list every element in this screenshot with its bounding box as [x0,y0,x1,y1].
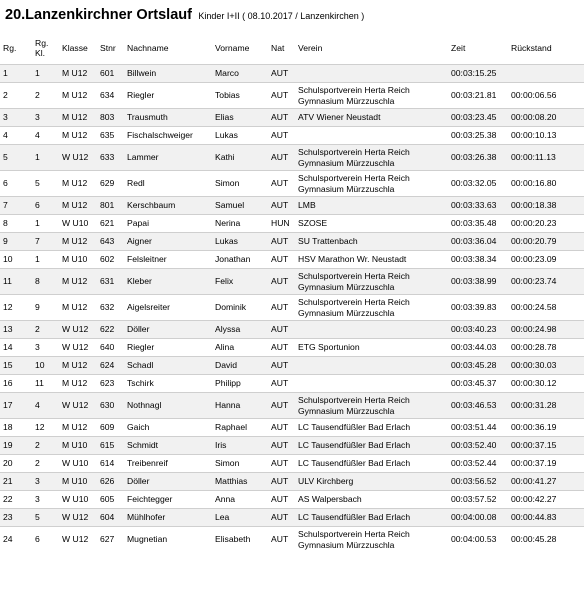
column-header-last-name: Nachname [127,43,169,53]
cell-class: W U10 [59,455,97,473]
cell-first-name: Tobias [212,83,268,109]
cell-rank: 16 [0,375,32,393]
cell-gap: 00:00:37.19 [508,455,584,473]
cell-nation: AUT [268,527,295,553]
table-row [0,295,584,321]
cell-rank: 2 [0,83,32,109]
column-header-class-rank: Rg. Kl. [35,38,49,58]
cell-first-name: Kathi [212,145,268,171]
cell-class: W U12 [59,321,97,339]
cell-time: 00:03:15.25 [448,65,508,83]
cell-club: LMB [295,197,448,215]
cell-nation: AUT [268,233,295,251]
table-row [0,339,584,357]
column-header-first-name: Vorname [215,43,250,53]
cell-nation: AUT [268,375,295,393]
cell-nation: AUT [268,251,295,269]
cell-nation: AUT [268,295,295,321]
cell-first-name: Marco [212,65,268,83]
cell-gap: 00:00:42.27 [508,491,584,509]
page-title-row [5,6,364,24]
cell-class: M U12 [59,109,97,127]
cell-rank: 18 [0,419,32,437]
cell-gap: 00:00:23.74 [508,269,584,295]
cell-last-name: Riegler [124,83,212,109]
cell-class: M U10 [59,437,97,455]
cell-time: 00:03:33.63 [448,197,508,215]
cell-first-name: Iris [212,437,268,455]
cell-club: LC Tausendfüßler Bad Erlach [295,419,448,437]
cell-last-name: Aigner [124,233,212,251]
cell-gap: 00:00:18.38 [508,197,584,215]
cell-class: M U12 [59,419,97,437]
cell-last-name: Kerschbaum [124,197,212,215]
cell-first-name: Matthias [212,473,268,491]
cell-first-name: Lukas [212,233,268,251]
cell-time: 00:03:39.83 [448,295,508,321]
cell-gap: 00:00:06.56 [508,83,584,109]
table-row [0,197,584,215]
cell-rank: 8 [0,215,32,233]
cell-nation: AUT [268,491,295,509]
cell-bib: 801 [97,197,124,215]
cell-club: ULV Kirchberg [295,473,448,491]
cell-class: M U12 [59,269,97,295]
cell-club: Schulsportverein Herta Reich Gymnasium Mürzzuschla [295,83,448,109]
table-row [0,83,584,109]
cell-club: AS Walpersbach [295,491,448,509]
cell-last-name: Mühlhofer [124,509,212,527]
cell-time: 00:03:38.34 [448,251,508,269]
cell-bib: 635 [97,127,124,145]
cell-rank: 24 [0,527,32,553]
cell-club [295,127,448,145]
table-row [0,251,584,269]
cell-last-name: Döller [124,473,212,491]
cell-first-name: Alyssa [212,321,268,339]
page-subtitle: Kinder I+II ( 08.10.2017 / Lanzenkirchen ) [198,11,365,21]
cell-rank: 14 [0,339,32,357]
cell-time: 00:04:00.08 [448,509,508,527]
table-row [0,357,584,375]
cell-time: 00:03:32.05 [448,171,508,197]
cell-class-rank: 2 [32,321,59,339]
cell-gap: 00:00:30.03 [508,357,584,375]
table-row [0,509,584,527]
cell-first-name: Raphael [212,419,268,437]
table-row [0,269,584,295]
cell-last-name: Fischalschweiger [124,127,212,145]
cell-gap: 00:00:37.15 [508,437,584,455]
table-row [0,171,584,197]
cell-class-rank: 2 [32,455,59,473]
cell-time: 00:03:21.81 [448,83,508,109]
cell-class-rank: 5 [32,509,59,527]
cell-last-name: Feichtegger [124,491,212,509]
cell-time: 00:03:35.48 [448,215,508,233]
cell-bib: 640 [97,339,124,357]
cell-gap: 00:00:30.12 [508,375,584,393]
cell-time: 00:03:45.28 [448,357,508,375]
cell-first-name: Alina [212,339,268,357]
table-header-row [0,32,584,65]
cell-time: 00:03:51.44 [448,419,508,437]
cell-gap: 00:00:44.83 [508,509,584,527]
cell-first-name: Hanna [212,393,268,419]
cell-club: Schulsportverein Herta Reich Gymnasium Mürzzuschla [295,171,448,197]
column-header-club: Verein [298,43,323,53]
cell-last-name: Papai [124,215,212,233]
cell-class: M U10 [59,251,97,269]
cell-gap: 00:00:23.09 [508,251,584,269]
cell-bib: 630 [97,393,124,419]
cell-class: W U10 [59,215,97,233]
cell-class: M U12 [59,357,97,375]
cell-bib: 605 [97,491,124,509]
cell-first-name: Philipp [212,375,268,393]
cell-rank: 10 [0,251,32,269]
table-row [0,437,584,455]
cell-bib: 614 [97,455,124,473]
table-row [0,419,584,437]
cell-first-name: Nerina [212,215,268,233]
cell-rank: 15 [0,357,32,375]
cell-bib: 623 [97,375,124,393]
cell-nation: AUT [268,509,295,527]
cell-class-rank: 1 [32,145,59,171]
cell-rank: 17 [0,393,32,419]
cell-gap [508,65,584,83]
cell-bib: 621 [97,215,124,233]
cell-rank: 13 [0,321,32,339]
cell-last-name: Gaich [124,419,212,437]
cell-time: 00:03:57.52 [448,491,508,509]
cell-club: Schulsportverein Herta Reich Gymnasium Mürzzuschla [295,145,448,171]
cell-class-rank: 1 [32,251,59,269]
cell-class: M U12 [59,83,97,109]
results-body [0,65,584,553]
cell-rank: 4 [0,127,32,145]
cell-gap: 00:00:31.28 [508,393,584,419]
cell-last-name: Billwein [124,65,212,83]
cell-time: 00:03:52.40 [448,437,508,455]
cell-bib: 803 [97,109,124,127]
cell-club: LC Tausendfüßler Bad Erlach [295,455,448,473]
cell-last-name: Kleber [124,269,212,295]
cell-class-rank: 1 [32,215,59,233]
cell-first-name: Samuel [212,197,268,215]
cell-gap: 00:00:11.13 [508,145,584,171]
cell-last-name: Döller [124,321,212,339]
cell-club: ATV Wiener Neustadt [295,109,448,127]
cell-time: 00:03:40.23 [448,321,508,339]
cell-last-name: Schmidt [124,437,212,455]
cell-bib: 626 [97,473,124,491]
cell-club: SZOSE [295,215,448,233]
table-row [0,127,584,145]
cell-nation: AUT [268,321,295,339]
cell-first-name: Lukas [212,127,268,145]
cell-bib: 601 [97,65,124,83]
cell-nation: HUN [268,215,295,233]
cell-last-name: Riegler [124,339,212,357]
cell-bib: 633 [97,145,124,171]
cell-bib: 602 [97,251,124,269]
cell-class-rank: 3 [32,491,59,509]
cell-bib: 624 [97,357,124,375]
cell-last-name: Mugnetian [124,527,212,553]
cell-bib: 643 [97,233,124,251]
cell-class-rank: 3 [32,473,59,491]
cell-class: W U12 [59,393,97,419]
cell-class-rank: 8 [32,269,59,295]
cell-nation: AUT [268,393,295,419]
cell-rank: 11 [0,269,32,295]
table-row [0,473,584,491]
cell-nation: AUT [268,419,295,437]
cell-class: W U12 [59,509,97,527]
column-header-nation: Nat [271,43,285,53]
cell-class-rank: 4 [32,393,59,419]
cell-gap: 00:00:20.23 [508,215,584,233]
cell-rank: 20 [0,455,32,473]
cell-first-name: Felix [212,269,268,295]
cell-club: Schulsportverein Herta Reich Gymnasium Mürzzuschla [295,393,448,419]
cell-club [295,321,448,339]
cell-last-name: Aigelsreiter [124,295,212,321]
cell-class: M U12 [59,171,97,197]
cell-nation: AUT [268,197,295,215]
cell-time: 00:03:46.53 [448,393,508,419]
table-row [0,145,584,171]
column-header-rank: Rg. [3,43,17,53]
cell-gap: 00:00:16.80 [508,171,584,197]
cell-nation: AUT [268,357,295,375]
cell-time: 00:03:23.45 [448,109,508,127]
cell-rank: 19 [0,437,32,455]
cell-last-name: Trausmuth [124,109,212,127]
column-header-gap: Rückstand [511,43,552,53]
cell-first-name: Simon [212,171,268,197]
cell-class: W U12 [59,145,97,171]
cell-class: M U12 [59,65,97,83]
cell-bib: 609 [97,419,124,437]
cell-first-name: Elisabeth [212,527,268,553]
cell-nation: AUT [268,145,295,171]
cell-class-rank: 3 [32,339,59,357]
table-row [0,233,584,251]
cell-last-name: Schadl [124,357,212,375]
cell-nation: AUT [268,127,295,145]
cell-class: M U12 [59,375,97,393]
cell-club: Schulsportverein Herta Reich Gymnasium Mürzzuschla [295,269,448,295]
cell-club [295,375,448,393]
cell-first-name: David [212,357,268,375]
cell-time: 00:03:52.44 [448,455,508,473]
cell-nation: AUT [268,437,295,455]
cell-club [295,357,448,375]
cell-bib: 632 [97,295,124,321]
cell-nation: AUT [268,473,295,491]
cell-time: 00:03:44.03 [448,339,508,357]
cell-bib: 622 [97,321,124,339]
table-row [0,215,584,233]
cell-rank: 22 [0,491,32,509]
cell-gap: 00:00:10.13 [508,127,584,145]
cell-class: W U12 [59,527,97,553]
cell-nation: AUT [268,65,295,83]
cell-club: Schulsportverein Herta Reich Gymnasium Mürzzuschla [295,527,448,553]
table-row [0,527,584,553]
cell-rank: 3 [0,109,32,127]
cell-first-name: Anna [212,491,268,509]
cell-class: M U12 [59,295,97,321]
cell-class-rank: 9 [32,295,59,321]
table-row [0,321,584,339]
cell-time: 00:04:00.53 [448,527,508,553]
cell-club: Schulsportverein Herta Reich Gymnasium Mürzzuschla [295,295,448,321]
cell-class-rank: 6 [32,527,59,553]
cell-club [295,65,448,83]
cell-class-rank: 12 [32,419,59,437]
cell-class: W U10 [59,491,97,509]
cell-club: LC Tausendfüßler Bad Erlach [295,509,448,527]
cell-gap: 00:00:24.98 [508,321,584,339]
table-row [0,455,584,473]
cell-bib: 634 [97,83,124,109]
cell-bib: 615 [97,437,124,455]
cell-class: M U12 [59,233,97,251]
cell-club: HSV Marathon Wr. Neustadt [295,251,448,269]
table-row [0,65,584,83]
cell-class: M U12 [59,127,97,145]
cell-class: M U10 [59,473,97,491]
table-row [0,393,584,419]
cell-time: 00:03:45.37 [448,375,508,393]
cell-bib: 631 [97,269,124,295]
cell-club: SU Trattenbach [295,233,448,251]
table-row [0,491,584,509]
cell-class-rank: 1 [32,65,59,83]
cell-last-name: Tschirk [124,375,212,393]
cell-class-rank: 3 [32,109,59,127]
cell-first-name: Elias [212,109,268,127]
cell-club: LC Tausendfüßler Bad Erlach [295,437,448,455]
cell-time: 00:03:26.38 [448,145,508,171]
cell-gap: 00:00:36.19 [508,419,584,437]
column-header-time: Zeit [451,43,466,53]
cell-rank: 9 [0,233,32,251]
cell-club: ETG Sportunion [295,339,448,357]
cell-nation: AUT [268,83,295,109]
cell-time: 00:03:38.99 [448,269,508,295]
cell-first-name: Dominik [212,295,268,321]
cell-first-name: Lea [212,509,268,527]
cell-nation: AUT [268,171,295,197]
cell-nation: AUT [268,455,295,473]
cell-time: 00:03:36.04 [448,233,508,251]
cell-rank: 5 [0,145,32,171]
cell-nation: AUT [268,269,295,295]
cell-class-rank: 6 [32,197,59,215]
cell-class-rank: 4 [32,127,59,145]
cell-rank: 1 [0,65,32,83]
cell-last-name: Treibenreif [124,455,212,473]
cell-rank: 6 [0,171,32,197]
cell-first-name: Jonathan [212,251,268,269]
table-row [0,375,584,393]
cell-class-rank: 7 [32,233,59,251]
cell-last-name: Felsleitner [124,251,212,269]
cell-time: 00:03:25.38 [448,127,508,145]
cell-class-rank: 2 [32,437,59,455]
cell-class-rank: 10 [32,357,59,375]
cell-last-name: Redl [124,171,212,197]
column-header-class: Klasse [62,43,88,53]
cell-class-rank: 11 [32,375,59,393]
cell-last-name: Lammer [124,145,212,171]
cell-bib: 604 [97,509,124,527]
cell-rank: 7 [0,197,32,215]
cell-nation: AUT [268,339,295,357]
cell-gap: 00:00:45.28 [508,527,584,553]
column-header-bib: Stnr [100,43,116,53]
table-row [0,109,584,127]
cell-bib: 627 [97,527,124,553]
cell-gap: 00:00:08.20 [508,109,584,127]
cell-gap: 00:00:24.58 [508,295,584,321]
cell-nation: AUT [268,109,295,127]
results-table [0,32,584,552]
page-title: 20.Lanzenkirchner Ortslauf [5,7,192,23]
cell-gap: 00:00:41.27 [508,473,584,491]
cell-bib: 629 [97,171,124,197]
cell-last-name: Nothnagl [124,393,212,419]
cell-class-rank: 2 [32,83,59,109]
cell-rank: 21 [0,473,32,491]
cell-first-name: Simon [212,455,268,473]
cell-rank: 12 [0,295,32,321]
cell-class-rank: 5 [32,171,59,197]
cell-gap: 00:00:28.78 [508,339,584,357]
cell-class: W U12 [59,339,97,357]
cell-gap: 00:00:20.79 [508,233,584,251]
cell-class: M U12 [59,197,97,215]
cell-rank: 23 [0,509,32,527]
cell-time: 00:03:56.52 [448,473,508,491]
